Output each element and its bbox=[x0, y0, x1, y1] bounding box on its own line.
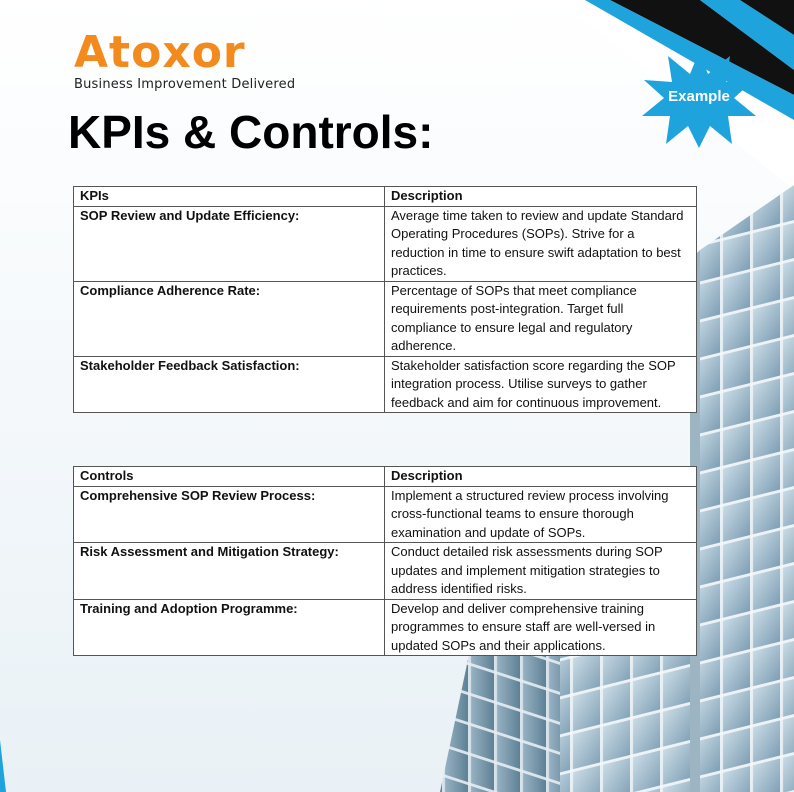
control-name: Risk Assessment and Mitigation Strategy: bbox=[74, 543, 385, 600]
control-name: Training and Adoption Programme: bbox=[74, 599, 385, 656]
kpi-name: Stakeholder Feedback Satisfaction: bbox=[74, 356, 385, 413]
kpi-description: Stakeholder satisfaction score regarding the SOP integration process. Utilise surveys to gather feedback and aim for continuous improvement. bbox=[385, 356, 697, 413]
control-description: Conduct detailed risk assessments during SOP updates and implement mitigation strategies to address identified risks. bbox=[385, 543, 697, 600]
column-header-controls: Controls bbox=[74, 467, 385, 487]
table-row bbox=[74, 356, 697, 413]
table-row bbox=[74, 206, 697, 281]
column-header-kpis: KPIs bbox=[74, 187, 385, 207]
control-name: Comprehensive SOP Review Process: bbox=[74, 486, 385, 543]
controls-table bbox=[73, 466, 697, 656]
badge-label: Example bbox=[668, 88, 730, 105]
control-description: Implement a structured review process involving cross-functional teams to ensure thorough examination and update of SOPs. bbox=[385, 486, 697, 543]
brand-logo bbox=[74, 27, 296, 92]
kpi-name: SOP Review and Update Efficiency: bbox=[74, 206, 385, 281]
column-header-description: Description bbox=[385, 467, 697, 487]
brand-tagline: Business Improvement Delivered bbox=[74, 77, 296, 92]
control-description: Develop and deliver comprehensive training programmes to ensure staff are well-versed in updated SOPs and their applications. bbox=[385, 599, 697, 656]
kpi-name: Compliance Adherence Rate: bbox=[74, 281, 385, 356]
table-row bbox=[74, 599, 697, 656]
kpi-description: Percentage of SOPs that meet compliance requirements post-integration. Target full compliance to ensure legal and regulatory adherence. bbox=[385, 281, 697, 356]
table-row bbox=[74, 543, 697, 600]
kpi-description: Average time taken to review and update Standard Operating Procedures (SOPs). Strive for a reduction in time to ensure swift adaptation to best practices. bbox=[385, 206, 697, 281]
kpi-table bbox=[73, 186, 697, 413]
brand-name: Atoxor bbox=[74, 27, 246, 78]
table-row bbox=[74, 281, 697, 356]
table-header-row bbox=[74, 467, 697, 487]
example-badge bbox=[640, 50, 758, 150]
table-row bbox=[74, 486, 697, 543]
column-header-description: Description bbox=[385, 187, 697, 207]
page-title: KPIs & Controls: bbox=[68, 106, 434, 158]
table-header-row bbox=[74, 187, 697, 207]
